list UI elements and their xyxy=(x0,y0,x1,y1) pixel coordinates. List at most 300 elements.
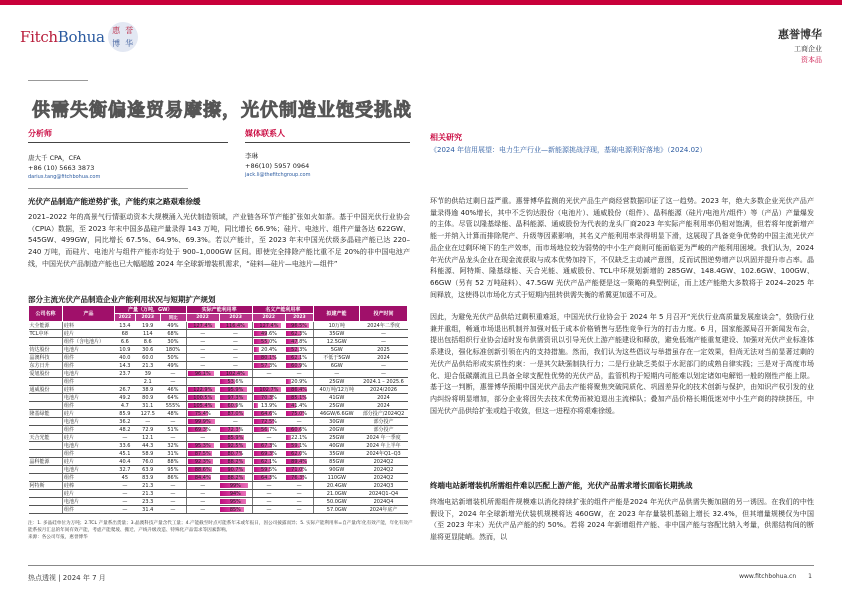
utilization-value: 84.4% xyxy=(194,474,211,481)
cell-company xyxy=(29,490,63,498)
sub-header: 2023 xyxy=(219,314,252,322)
cell-a22 xyxy=(186,410,219,418)
cell-n23 xyxy=(285,426,313,434)
cell-n23 xyxy=(285,338,313,346)
cell-a22: — xyxy=(186,346,219,354)
table-row xyxy=(29,370,408,378)
utilization-value: 100.5% xyxy=(193,394,213,401)
utilization-value: 20.4% xyxy=(261,346,277,353)
cell-product: 硅片 xyxy=(63,458,115,466)
cell-yoy: 88% xyxy=(160,458,186,466)
utilization-value: 69.3% xyxy=(261,450,277,457)
utilization-value: 52.3% xyxy=(291,346,308,353)
cell-a23 xyxy=(219,426,252,434)
table-row xyxy=(29,498,408,506)
cell-o23: 114 xyxy=(135,330,160,338)
cell-o23: 60.0 xyxy=(135,354,160,362)
cell-n23 xyxy=(285,386,313,394)
cell-o23: 19.9 xyxy=(135,322,160,330)
sub-header: 2022 xyxy=(115,314,136,322)
cell-time: 部分投产 xyxy=(360,418,408,426)
cell-o22: — xyxy=(115,506,136,514)
table-row xyxy=(29,378,408,386)
logo-fitch-text: Fitch xyxy=(20,28,58,46)
table-row xyxy=(29,330,408,338)
cell-n22 xyxy=(252,442,285,450)
utilization-value: 70.3% xyxy=(261,394,277,401)
utilization-value: 90.7% xyxy=(227,466,244,473)
cell-yoy: 86% xyxy=(160,474,186,482)
cell-product: 硅片 xyxy=(63,434,115,442)
cell-n22: — xyxy=(252,498,285,506)
cell-o22: 4.7 xyxy=(115,402,136,410)
table-row xyxy=(29,354,408,362)
utilization-value: 57.3% xyxy=(261,362,277,369)
utilization-value: 62.3% xyxy=(291,330,308,337)
cell-product: 组件 xyxy=(63,354,115,362)
utilization-value: 71.0% xyxy=(291,466,308,473)
cell-company: TCL中环 xyxy=(29,330,63,338)
cell-product: 硅料 xyxy=(63,386,115,394)
cell-yoy: 32% xyxy=(160,442,186,450)
cell-cap: 110GW xyxy=(314,474,360,482)
cell-yoy: — xyxy=(160,378,186,386)
table-row xyxy=(29,402,408,410)
cell-o22: — xyxy=(115,490,136,498)
cell-time: — xyxy=(360,370,408,378)
cell-o22: 40.0 xyxy=(115,354,136,362)
cell-time: — xyxy=(360,330,408,338)
seal-char: 华 xyxy=(125,39,134,48)
cell-product: 电池片 xyxy=(63,442,115,450)
utilization-value: 88.2% xyxy=(227,458,244,465)
utilization-value: 95.3% xyxy=(194,442,211,449)
cell-yoy: — xyxy=(160,434,186,442)
cell-yoy: 555% xyxy=(160,402,186,410)
cell-o22: 45 xyxy=(115,474,136,482)
section-divider xyxy=(28,188,188,189)
table-row xyxy=(29,346,408,354)
cell-n22 xyxy=(252,450,285,458)
table-row xyxy=(29,442,408,450)
cell-yoy: — xyxy=(160,506,186,514)
cell-n23: — xyxy=(285,418,313,426)
cell-o22: — xyxy=(115,498,136,506)
cell-time: 2024Q4 xyxy=(360,498,408,506)
utilization-value: 92.5% xyxy=(227,442,244,449)
cell-n22 xyxy=(252,330,285,338)
cell-n23 xyxy=(285,354,313,362)
cell-product: 电池片 xyxy=(63,394,115,402)
logo-bohua-text: Bohua xyxy=(57,28,105,46)
cell-yoy: 31% xyxy=(160,450,186,458)
cell-product: 硅料 xyxy=(63,322,115,330)
utilization-bar xyxy=(254,403,258,408)
utilization-value: 85.1% xyxy=(291,394,308,401)
utilization-value: 116.4% xyxy=(225,322,245,329)
cell-n22 xyxy=(252,362,285,370)
cell-time: 2025 xyxy=(360,346,408,354)
table-row xyxy=(29,394,408,402)
cell-n23: — xyxy=(285,498,313,506)
analyst-email-link[interactable]: darius.tang@fitchbohua.com xyxy=(28,174,101,180)
cell-a23: — xyxy=(219,330,252,338)
cell-n23 xyxy=(285,378,313,386)
section1-heading: 光伏产品制造产能逆势扩张，产能约束之路艰难徐缓 xyxy=(28,197,201,206)
cell-product: 组件 xyxy=(63,450,115,458)
cell-o23: 21.3 xyxy=(135,362,160,370)
cell-company: 晶科能源 xyxy=(29,458,63,466)
cell-a22 xyxy=(186,322,219,330)
cell-n22: — xyxy=(252,370,285,378)
media-email-link[interactable]: jack.li@thefitchgroup.com xyxy=(245,172,311,178)
cell-product: 组件 xyxy=(63,362,115,370)
cell-company: 阿特斯 xyxy=(29,482,63,490)
utilization-value: 60.9% xyxy=(291,362,308,369)
cell-n22 xyxy=(252,410,285,418)
cell-cap: 20GW xyxy=(314,426,360,434)
note-text: 注：1. 多晶硅单位为万吨；2.TCL 产量系出货量；3.晶澳科技产量含代工量；4.产能截至时点可能系年末或年报日，因公司披露而异；5. 实际产能利用率=自产量/年化有效产能，年化有效产能系按月汇总的年间有效产能，考虑产能爬坡、搬迁、产线升级改造、特殊化产品需求等因素影响。 xyxy=(28,521,413,534)
utilization-value: 85.9% xyxy=(227,434,244,441)
table-row xyxy=(29,474,408,482)
sub-header: 同比 xyxy=(160,314,186,322)
analyst-heading: 分析师 xyxy=(28,128,228,143)
cell-o23: 72.9 xyxy=(135,426,160,434)
utilization-value: 87.0% xyxy=(227,410,244,417)
media-name: 李琳 xyxy=(245,152,258,160)
cell-product: 电池片 xyxy=(63,370,115,378)
utilization-value: 62.0% xyxy=(291,450,308,457)
brand-header-right xyxy=(778,26,822,65)
cell-a22: — xyxy=(186,498,219,506)
cell-company xyxy=(29,338,63,346)
cell-yoy: — xyxy=(160,482,186,490)
section1-paragraph: 2021–2022 年的高景气行情驱动资本大规模涌入光伏制造领域，产业链各环节产能扩张如火如荼。基于中国光伏行业协会（CPIA）数据，至 2023 年末中国多晶硅产量录得 143 万吨，同比增长 66.9%；硅片、电池片、组件产量各达 622GW、545GW、499GW，同比增长 67.5%、64.9%、69.3%。若以产能计，至 2023 年末中国光伏级多晶硅产能已达 220–240 万吨，而硅片、电池片与组件产能亦均处于 900–1,000GW 区间。即使完全排除产能比重不足 20%的非中国电池产线，中国光伏产品制造产能也已大幅超越 2024 年全球新增装机需求，“硅料—硅片—电池片—组件” xyxy=(28,213,410,268)
cell-o23: 39 xyxy=(135,370,160,378)
col-new-capacity: 拟建产能 xyxy=(314,306,360,322)
cell-time: 2024Q3 xyxy=(360,482,408,490)
utilization-value: 80.7% xyxy=(227,450,244,457)
cell-yoy: 64% xyxy=(160,394,186,402)
cell-a22: — xyxy=(186,490,219,498)
utilization-value: 127.4% xyxy=(193,322,213,329)
cell-n23 xyxy=(285,330,313,338)
cell-o23: 76.0 xyxy=(135,458,160,466)
cell-a23 xyxy=(219,410,252,418)
col-start-time: 投产时间 xyxy=(360,306,408,322)
cell-n23 xyxy=(285,442,313,450)
page-number: 1 xyxy=(808,573,812,580)
capacity-utilization-table xyxy=(28,305,408,514)
utilization-value: 97.3% xyxy=(227,394,244,401)
cell-o22: 48.2 xyxy=(115,426,136,434)
cell-cap: 25GW xyxy=(314,378,360,386)
cell-time: 2024年底产 xyxy=(360,506,408,514)
utilization-value: 76.3% xyxy=(291,474,308,481)
cell-cap: 30GW xyxy=(314,418,360,426)
cell-yoy: 51% xyxy=(160,426,186,434)
table-row xyxy=(29,458,408,466)
cell-a22: — xyxy=(186,434,219,442)
cell-a22 xyxy=(186,386,219,394)
cell-cap: 25GW xyxy=(314,402,360,410)
cell-a23 xyxy=(219,450,252,458)
footer-url-link[interactable]: www.fitchbohua.cn xyxy=(739,573,797,580)
top-accent-bar xyxy=(0,0,842,5)
cell-o22: 32.7 xyxy=(115,466,136,474)
cell-cap: 20.4GW xyxy=(314,482,360,490)
cell-o22: — xyxy=(115,434,136,442)
utilization-value: 75.4% xyxy=(194,410,211,417)
utilization-value: 59.5% xyxy=(261,466,277,473)
cell-a23 xyxy=(219,498,252,506)
cell-n22 xyxy=(252,426,285,434)
cell-o22: 10.9 xyxy=(115,346,136,354)
cell-time: 2024 xyxy=(360,394,408,402)
table-row xyxy=(29,482,408,490)
cell-n22 xyxy=(252,322,285,330)
cell-a22 xyxy=(186,418,219,426)
related-research-link[interactable]: 《2024 年信用展望：电力生产行业—新能源挑战浮现，基础电源利好落地》（2024.02） xyxy=(430,146,707,154)
cell-a23 xyxy=(219,506,252,514)
analyst-block xyxy=(28,128,228,180)
cell-n23 xyxy=(285,434,313,442)
cell-n23: — xyxy=(285,482,313,490)
cell-n23 xyxy=(285,450,313,458)
cell-a22: — xyxy=(186,506,219,514)
cell-product: 硅棒 xyxy=(63,482,115,490)
utilization-value: 89.4% xyxy=(291,458,308,465)
cell-time: 2024 xyxy=(360,402,408,410)
utilization-value: 69.3% xyxy=(194,426,211,433)
utilization-value: 60.6% xyxy=(291,426,308,433)
utilization-value: 86.4% xyxy=(291,386,308,393)
media-heading: 媒体联系人 xyxy=(245,128,410,143)
table-row xyxy=(29,434,408,442)
utilization-value: 13.9% xyxy=(261,402,277,409)
cell-n22 xyxy=(252,474,285,482)
cell-product: 硅片 xyxy=(63,330,115,338)
cell-company: 晶澳科技 xyxy=(29,354,63,362)
cell-n22 xyxy=(252,346,285,354)
cell-a22 xyxy=(186,442,219,450)
media-contact-block xyxy=(245,128,410,178)
cell-n23: — xyxy=(285,506,313,514)
cell-yoy: — xyxy=(160,498,186,506)
utilization-value: 96.1% xyxy=(194,370,211,377)
cell-company xyxy=(29,506,63,514)
table-row xyxy=(29,490,408,498)
cell-n22: — xyxy=(252,506,285,514)
cell-o22: — xyxy=(115,482,136,490)
cell-time: 2024 xyxy=(360,354,408,362)
cell-a23 xyxy=(219,322,252,330)
cell-company xyxy=(29,474,63,482)
cell-company xyxy=(29,426,63,434)
cell-cap: 5GW xyxy=(314,346,360,354)
cell-cap: 21.0GW xyxy=(314,490,360,498)
utilization-value: 92.3% xyxy=(194,458,211,465)
cell-o23: 31.1 xyxy=(135,402,160,410)
cell-n22 xyxy=(252,458,285,466)
cell-n22: — xyxy=(252,434,285,442)
cell-n23 xyxy=(285,458,313,466)
cell-o23: 21.3 xyxy=(135,482,160,490)
cell-o22 xyxy=(115,378,136,386)
analyst-phone: +86 (10) 5663 3873 xyxy=(28,164,95,172)
cell-yoy: — xyxy=(160,418,186,426)
cell-a22: — xyxy=(186,330,219,338)
cell-o23: 80.9 xyxy=(135,394,160,402)
cell-time: — xyxy=(360,338,408,346)
cell-time: 2024.1 – 2025.6 xyxy=(360,378,408,386)
cell-o22: 14.3 xyxy=(115,362,136,370)
footer-publication: 热点透视 | 2024 年 7 月 xyxy=(28,574,106,582)
cell-o23: 30.6 xyxy=(135,346,160,354)
utilization-value: 49.6% xyxy=(261,330,277,337)
cell-o23: 58.9 xyxy=(135,450,160,458)
cell-o23: 44.3 xyxy=(135,442,160,450)
cell-a23: — xyxy=(219,362,252,370)
table-row xyxy=(29,426,408,434)
cell-product: 组件 xyxy=(63,378,115,386)
cell-a23 xyxy=(219,370,252,378)
utilization-value: 67.3% xyxy=(261,442,277,449)
cell-n23 xyxy=(285,410,313,418)
table-row xyxy=(29,362,408,370)
cell-company xyxy=(29,450,63,458)
cell-a23 xyxy=(219,474,252,482)
col-nominal-util: 名义产能利用率 xyxy=(252,306,313,314)
cell-a23 xyxy=(219,482,252,490)
cell-a23 xyxy=(219,378,252,386)
cell-yoy: — xyxy=(160,370,186,378)
cell-time: 2024 年上半年 xyxy=(360,442,408,450)
cell-product: 硅片 xyxy=(63,410,115,418)
utilization-value: 72.3% xyxy=(227,426,244,433)
cell-a23: — xyxy=(219,418,252,426)
brand-name: 惠誉博华 xyxy=(778,28,822,41)
logo-seal-icon xyxy=(108,22,138,52)
utilization-value: 59.1% xyxy=(291,442,308,449)
cell-product: 硅片 xyxy=(63,490,115,498)
cell-time: 2024年Q1–Q3 xyxy=(360,450,408,458)
table-note xyxy=(28,520,413,542)
cell-time: 2024 年一季度 xyxy=(360,434,408,442)
cell-n22 xyxy=(252,394,285,402)
col-company: 公司名称 xyxy=(29,306,63,322)
section2-heading: 终端电站新增装机所需组件难以匹配上游产能，光伏产品需求增长面临长期挑战 xyxy=(430,481,693,490)
cell-n23 xyxy=(285,322,313,330)
table-row xyxy=(29,466,408,474)
cell-a23: — xyxy=(219,338,252,346)
table-title: 部分主流光伏产品制造企业产能利用状况与短期扩产规划 xyxy=(28,295,216,304)
cell-a23 xyxy=(219,458,252,466)
cell-cap: 57.0GW xyxy=(314,506,360,514)
utilization-value: 88.2% xyxy=(227,474,244,481)
cell-yoy: 50% xyxy=(160,354,186,362)
cell-time: 2024Q2 xyxy=(360,458,408,466)
cell-a23 xyxy=(219,490,252,498)
seal-char: 誉 xyxy=(125,26,134,35)
cell-a23 xyxy=(219,394,252,402)
utilization-value: 64.3% xyxy=(261,474,277,481)
cell-product: 组件 xyxy=(63,474,115,482)
cell-cap: 50.0GW xyxy=(314,498,360,506)
cell-n22: — xyxy=(252,482,285,490)
cell-a22: — xyxy=(186,354,219,362)
utilization-value: 95% xyxy=(229,498,241,505)
cell-a22: — xyxy=(186,338,219,346)
cell-a22 xyxy=(186,378,219,386)
cell-n22 xyxy=(252,418,285,426)
cell-product: 电池片 xyxy=(63,418,115,426)
cell-o23: 38.9 xyxy=(135,386,160,394)
cell-a22 xyxy=(186,466,219,474)
cell-n23: — xyxy=(285,490,313,498)
seal-char: 博 xyxy=(112,39,121,48)
cell-a22 xyxy=(186,402,219,410)
utilization-value: 62.1% xyxy=(291,354,308,361)
col-actual-util: 实际产能利用率 xyxy=(186,306,252,314)
cell-company: 通威股份 xyxy=(29,386,63,394)
cell-cap: 40万吨/12万吨 xyxy=(314,386,360,394)
cell-n23: — xyxy=(285,370,313,378)
cell-time: 2024Q1–Q4 xyxy=(360,490,408,498)
cell-a22 xyxy=(186,450,219,458)
utilization-value: 94% xyxy=(229,490,241,497)
cell-time: 2024年二季度 xyxy=(360,322,408,330)
report-title: 供需失衡偏逢贸易摩擦，光伏制造业饱受挑战 xyxy=(32,100,412,121)
cell-company: 钧达股份 xyxy=(29,346,63,354)
cell-o23: 23.3 xyxy=(135,498,160,506)
cell-o23: 83.9 xyxy=(135,474,160,482)
cell-yoy: 180% xyxy=(160,346,186,354)
cell-time: 部分投产 xyxy=(360,426,408,434)
header-divider xyxy=(28,80,88,81)
cell-n23 xyxy=(285,402,313,410)
cell-company: 天合光能 xyxy=(29,434,63,442)
cell-cap: 12.5GW xyxy=(314,338,360,346)
cell-time: — xyxy=(360,362,408,370)
seal-char: 惠 xyxy=(112,26,121,35)
cell-o22: 45.1 xyxy=(115,450,136,458)
table-row xyxy=(29,450,408,458)
cell-yoy: 46% xyxy=(160,386,186,394)
cell-o22: 68 xyxy=(115,330,136,338)
cell-a23: — xyxy=(219,346,252,354)
cell-company: 大全能源 xyxy=(29,322,63,330)
footer-right xyxy=(739,573,812,580)
sub-header: 2023 xyxy=(285,314,313,322)
sector-label: 工商企业 xyxy=(794,45,822,53)
cell-company xyxy=(29,498,63,506)
cell-o22: 85.9 xyxy=(115,410,136,418)
utilization-value: 62.1% xyxy=(261,458,277,465)
related-research xyxy=(430,132,707,155)
table-row xyxy=(29,322,408,330)
utilization-value: 22.1% xyxy=(291,434,308,441)
utilization-value: 87.5% xyxy=(194,450,211,457)
table-row xyxy=(29,410,408,418)
cell-a22 xyxy=(186,370,219,378)
utilization-value: 72.5% xyxy=(261,418,277,425)
cell-cap: 85GW xyxy=(314,458,360,466)
cell-a22 xyxy=(186,426,219,434)
cell-product: 组件 xyxy=(63,402,115,410)
cell-o22: 49.2 xyxy=(115,394,136,402)
source-text: 来源：各公司年报，惠誉博华 xyxy=(28,535,88,541)
